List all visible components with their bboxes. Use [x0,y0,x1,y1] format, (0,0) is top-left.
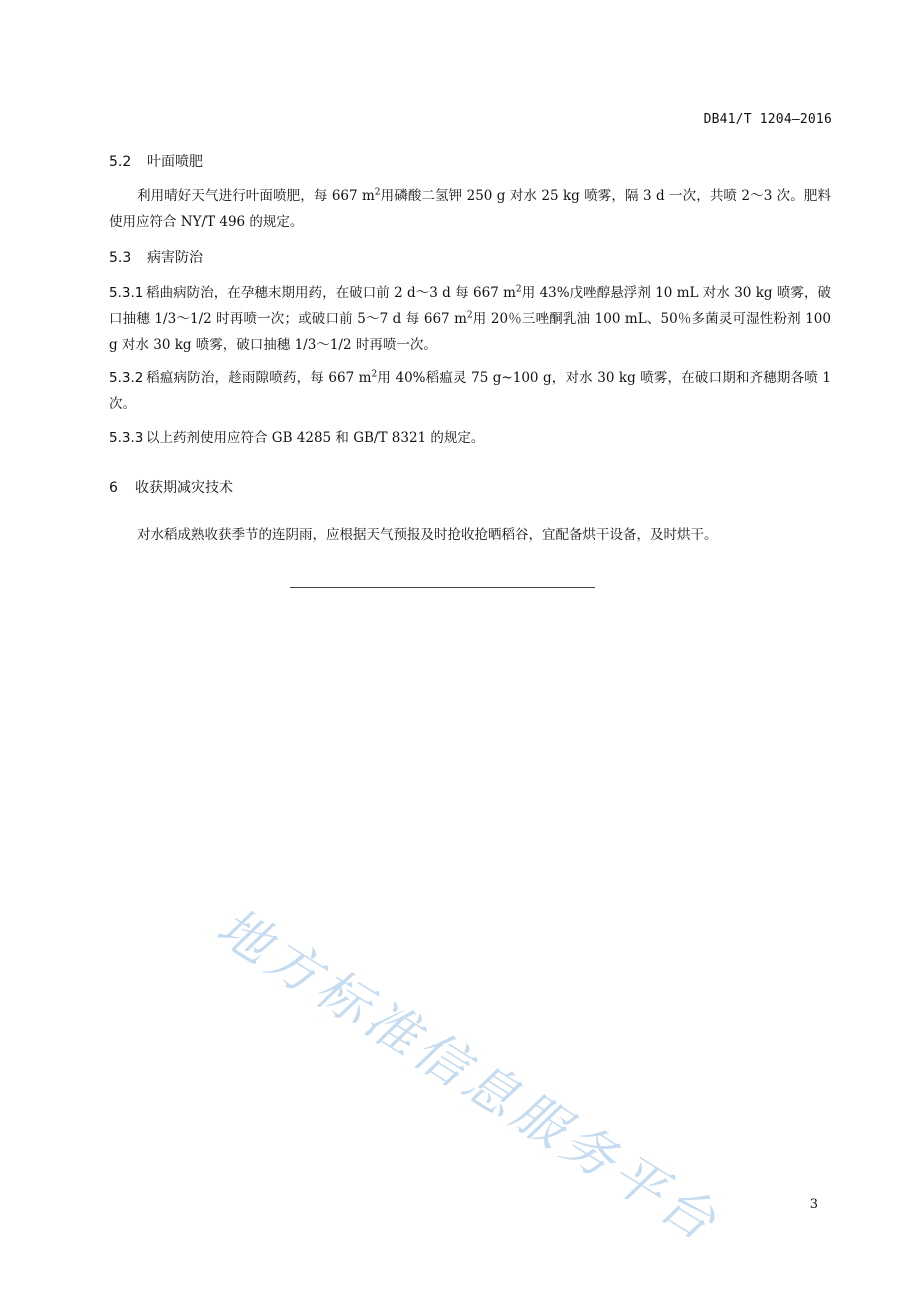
page-number: 3 [809,1197,818,1212]
text-run: 用 20％三唑酮乳油 100 mL、50％多菌灵可湿性粉剂 100 g 对水 30 kg 喷雾，破口抽穗 1/3～1/2 时再喷一次。 [109,311,831,353]
paragraph-5-3-2 [109,365,831,417]
section-number: 6 [109,480,118,496]
text-run: 用磷酸二氢钾 250 g 对水 25 kg 喷雾，隔 3 d 一次，共喷 2～3 次。肥料使用应符合 NY/T 496 的规定。 [109,188,831,230]
text-run: 用 43%戊唑醇悬浮剂 10 mL 对水 30 kg 喷雾，破口抽穗 1/3～1/2 时再喷一次；或破口前 5～7 d 每 667 m [109,285,831,327]
document-code: DB41/T 1204—2016 [703,112,832,127]
text-run: 用 40%稻瘟灵 75 g~100 g，对水 30 kg 喷雾，在破口期和齐穗期各喷 1 次。 [109,370,832,412]
end-divider [290,587,595,588]
section-heading-6 [109,477,233,497]
section-title: 病害防治 [147,250,203,266]
section-title: 叶面喷肥 [147,154,203,170]
superscript: 2 [466,310,473,321]
clause-number: 5.3.3 [109,430,144,446]
section-number: 5.2 [109,154,132,170]
section-number: 5.3 [109,250,132,266]
paragraph-5-3-1 [109,280,831,358]
text-run: 稻瘟病防治，趁雨隙喷药，每 667 m [146,370,372,386]
text-run: 稻曲病防治，在孕穗末期用药，在破口前 2 d～3 d 每 667 m [146,285,516,301]
paragraph-5-3-3 [109,425,831,451]
superscript: 2 [374,187,381,198]
text-run: 以上药剂使用应符合 GB 4285 和 GB/T 8321 的规定。 [146,430,485,446]
superscript: 2 [515,284,522,295]
paragraph-6: 对水稻成熟收获季节的连阴雨，应根据天气预报及时抢收抢晒稻谷，宜配备烘干设备，及时烘干。 [137,527,718,543]
text-run: 利用晴好天气进行叶面喷肥，每 667 m [137,188,375,204]
section-title: 收获期减灾技术 [135,480,233,496]
paragraph-5-2 [109,183,831,235]
clause-number: 5.3.2 [109,370,144,386]
section-heading-5-2 [109,151,203,171]
superscript: 2 [371,369,378,380]
section-heading-5-3 [109,247,203,267]
watermark: 地方标准信息服务平台 [206,896,730,1255]
clause-number: 5.3.1 [109,285,144,301]
